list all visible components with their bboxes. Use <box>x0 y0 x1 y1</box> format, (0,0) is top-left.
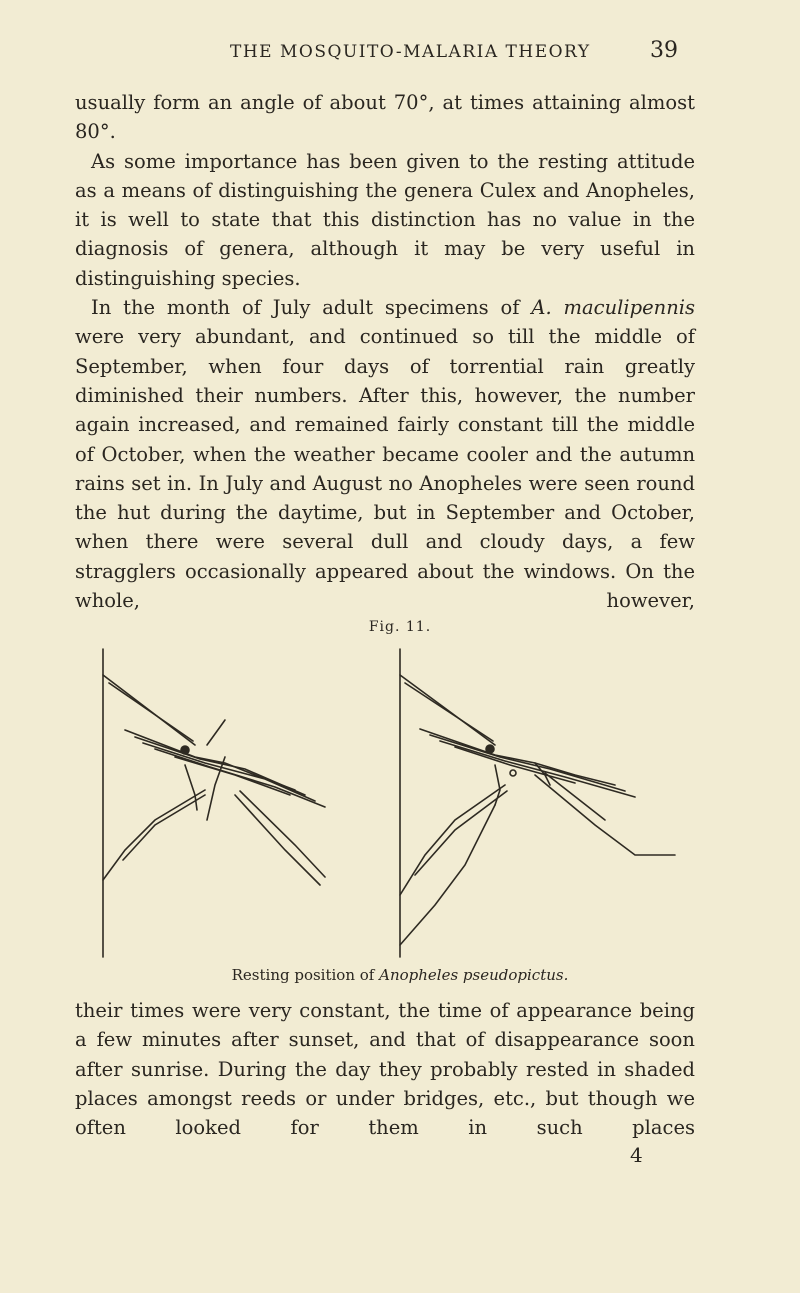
right-leg-back <box>535 775 675 855</box>
paragraph-3-rest: were very abundant, and continued so till the middle of September, when four days of torrential rain greatly diminished their numbers. After this, however, the number again increased, and remained fairly constant till the middle of October, when the weather became cooler and the autumn rains set in. In July and August no Anopheles were seen round the hut during the daytime, but in September and October, when there were several dull and cloudy days, a few stragglers occasionally appeared about the windows. On the whole, however, <box>75 325 695 613</box>
paragraph-3-start: In the month of July adult specimens of <box>91 296 532 320</box>
body-text-top <box>75 88 695 615</box>
page-number: 39 <box>650 38 678 63</box>
signature-mark: 4 <box>630 1143 643 1167</box>
caption-species: Anopheles pseudopictus. <box>379 966 569 984</box>
mosquito-left-drawing <box>103 649 325 957</box>
figure-illustration <box>95 645 705 963</box>
figure-label: Fig. 11. <box>368 619 432 635</box>
caption-prefix: Resting position of <box>231 966 380 984</box>
right-leg-lower <box>400 785 505 895</box>
running-title: THE MOSQUITO-MALARIA THEORY <box>230 42 591 62</box>
paragraph-3 <box>75 293 695 615</box>
page-header <box>0 38 800 68</box>
left-leg-back <box>235 795 320 885</box>
figure-caption <box>0 966 800 984</box>
right-wing-1 <box>420 729 615 785</box>
paragraph-4: their times were very constant, the time of appearance being a few minutes after sunset, and that of disappearance soon after sunrise. During the day they probably rested in shaded places amongst reeds or under bridges, etc., but though we often looked for them in such places <box>75 999 695 1140</box>
body-text-bottom <box>75 996 695 1142</box>
right-head <box>486 745 494 753</box>
right-leg-upper <box>400 675 495 745</box>
paragraph-2: As some importance has been given to the resting attitude as a means of distinguishing the genera Culex and Anopheles, it is well to state that this distinction has no value in the diagnosis of genera, although it may be very useful in distinguishing species. <box>75 149 695 290</box>
species-name: A. maculipennis <box>531 296 695 320</box>
paragraph-1: usually form an angle of about 70°, at times attaining almost 80°. <box>75 91 695 144</box>
left-head <box>181 746 189 754</box>
mosquito-right-drawing <box>400 649 675 957</box>
